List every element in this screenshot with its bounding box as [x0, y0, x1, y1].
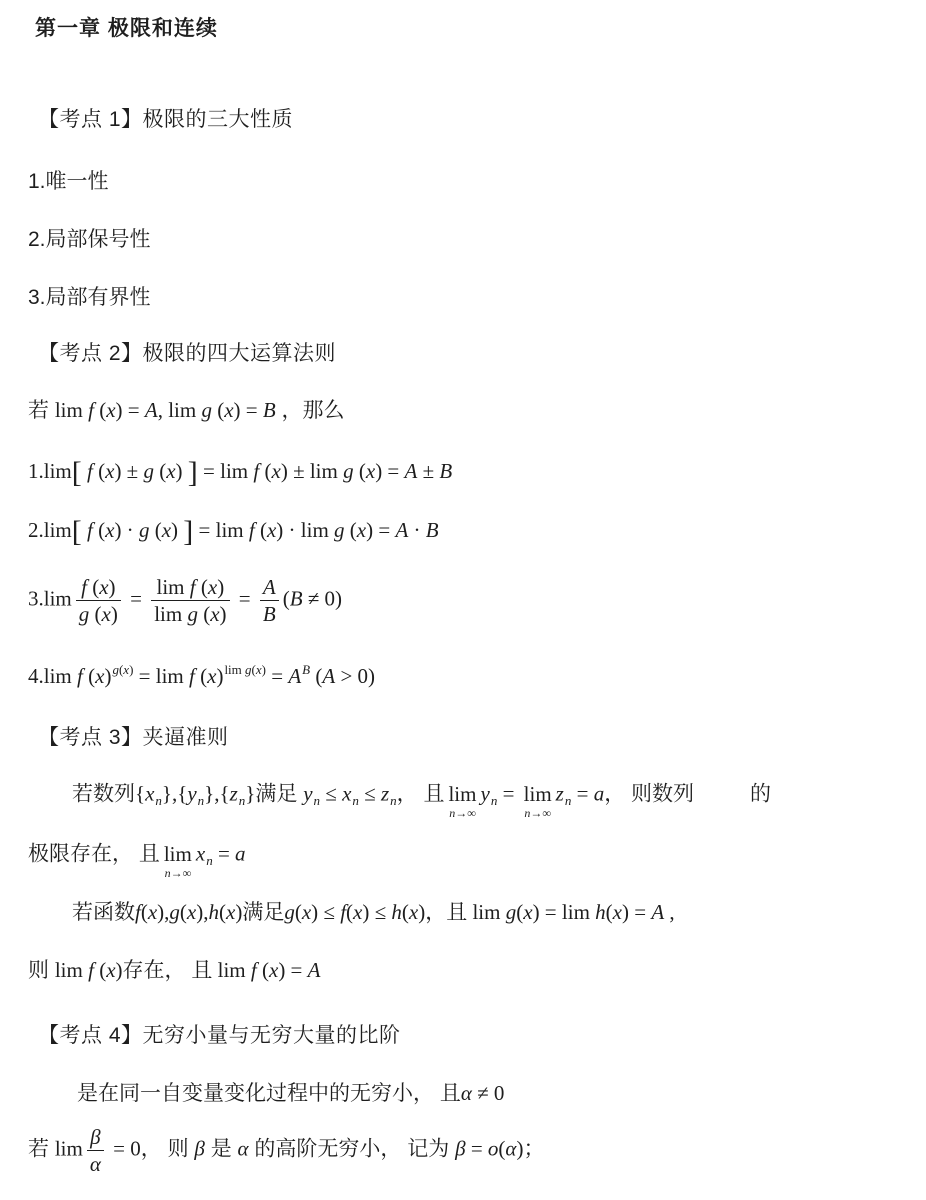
squeeze-seq-line2: 极限存在， 且 lim n→∞ $x_n = a$: [28, 841, 246, 880]
math-italic: x: [195, 841, 206, 866]
text-run: 满足: [255, 782, 304, 806]
text-run: 第一章 极限和连续: [35, 17, 218, 40]
math-italic: f: [135, 900, 141, 924]
math-italic: a: [593, 781, 605, 806]
math-italic: x: [353, 900, 363, 924]
limit-with-underscript: [524, 784, 552, 819]
math-italic: n: [564, 793, 572, 809]
math-italic: y: [480, 781, 490, 806]
text-run: 则: [28, 959, 55, 982]
property-2: [28, 226, 151, 254]
math-italic: A: [404, 459, 418, 483]
text-run: 【考点 3】夹逼准则: [38, 726, 229, 749]
math-italic: y: [187, 781, 197, 806]
text-run: ，那么: [275, 399, 345, 422]
text-run: ， 且: [396, 782, 445, 806]
infinitesimal-line2: 若 lim $\frac{\beta}{\alpha}$ = 0， 则 β 是 α 的高阶无穷小， 记为 β = o(α)；: [28, 1125, 545, 1177]
math-italic: g: [187, 602, 198, 627]
math-italic: n: [206, 853, 213, 869]
math-italic: x: [106, 398, 116, 422]
math-italic: A: [395, 518, 409, 542]
superscript: [302, 662, 310, 677]
limit-word: lim: [448, 782, 477, 806]
math-italic: x: [342, 781, 352, 806]
math-italic: x: [266, 518, 277, 542]
math-italic: x: [226, 900, 236, 924]
math-italic: f: [340, 900, 347, 924]
text-run: 1.唯一性: [28, 170, 109, 193]
math-italic: x: [356, 518, 367, 542]
property-1: [28, 168, 109, 196]
math-italic: f: [88, 398, 94, 422]
math-italic: f: [189, 575, 196, 599]
math-italic: n: [238, 793, 246, 809]
text-run: ， 则: [140, 1137, 195, 1161]
kp3-heading: [38, 724, 229, 752]
math-italic: a: [235, 841, 246, 866]
text-run: 2.局部保号性: [28, 228, 151, 251]
math-italic: n: [155, 793, 162, 809]
math-italic: x: [612, 900, 622, 924]
text-run: 若函数: [72, 901, 135, 924]
denominator: [260, 600, 279, 627]
math-italic: B: [302, 662, 311, 677]
math-italic: x: [123, 662, 130, 677]
math-italic: z: [555, 781, 564, 806]
text-run: 存在， 且: [122, 959, 213, 982]
math-italic: x: [255, 662, 262, 677]
big-bracket: [: [71, 456, 82, 489]
math-italic: x: [207, 575, 218, 599]
text-run: 若: [28, 1137, 55, 1161]
kp2-heading: [38, 340, 336, 368]
fraction: [76, 574, 121, 628]
big-bracket: ]: [187, 456, 198, 489]
math-italic: x: [101, 602, 111, 627]
math-italic: α: [89, 1152, 101, 1177]
math-italic: g: [343, 459, 354, 483]
superscript: g(x): [112, 662, 134, 677]
denominator: g (x): [76, 600, 121, 627]
math-italic: n: [313, 793, 321, 809]
limit-with-underscript: [448, 784, 476, 819]
text-run: 3.局部有界性: [28, 286, 151, 309]
math-italic: h: [595, 900, 606, 924]
math-italic: g: [169, 900, 180, 924]
math-italic: o: [487, 1136, 499, 1161]
math-italic: f: [87, 518, 93, 542]
math-italic: x: [105, 459, 115, 483]
math-italic: x: [523, 900, 533, 924]
math-italic: β: [194, 1136, 205, 1161]
denominator: lim g (x): [151, 600, 229, 627]
limit-word: lim: [163, 842, 192, 866]
text-run: 是在同一自变量变化过程中的无穷小， 且: [77, 1082, 461, 1105]
rule-2: 2.lim[ f (x) · g (x) ] = lim f (x) · lim g (x) = A · B: [28, 515, 439, 548]
math-italic: x: [105, 518, 115, 542]
math-italic: g: [334, 518, 345, 542]
text-run: 是: [204, 1137, 238, 1161]
math-italic: g: [138, 518, 150, 542]
math-italic: A: [262, 575, 276, 599]
math-italic: B: [425, 518, 439, 542]
math-italic: y: [303, 781, 313, 806]
text-run: 的: [750, 782, 772, 806]
big-bracket: ]: [183, 515, 194, 548]
rule-3: 3.lim $\frac{f (x)}{g (x)}$ = $\frac{\text{lim f (x)}}{\text{lim g (x)}}$ = $\frac{A}{B}$ (B ≠ 0): [28, 575, 343, 627]
math-italic: x: [268, 958, 279, 982]
math-italic: B: [262, 398, 276, 422]
math-italic: α: [460, 1081, 472, 1105]
text-run: ， 则数列: [604, 782, 695, 806]
math-italic: g: [143, 459, 154, 483]
math-italic: f: [77, 664, 83, 688]
math-italic: α: [237, 1136, 249, 1161]
squeeze-func-line2: 则 lim f (x)存在， 且 lim f (x) = A: [28, 958, 321, 982]
math-italic: f: [81, 575, 87, 599]
fraction: [151, 574, 229, 628]
math-italic: A: [144, 398, 158, 422]
math-italic: z: [229, 781, 238, 806]
limit-with-underscript: [164, 844, 192, 879]
math-italic: A: [322, 664, 336, 688]
math-italic: h: [208, 900, 219, 924]
math-italic: f: [87, 459, 93, 483]
math-italic: n: [490, 793, 498, 809]
text-run: 【考点 1】极限的三大性质: [38, 108, 294, 131]
superscript: lim g(x): [224, 662, 266, 677]
math-italic: β: [455, 1136, 466, 1161]
math-italic: B: [262, 602, 276, 627]
limit-word: lim: [523, 782, 552, 806]
math-italic: x: [106, 958, 116, 982]
math-italic: x: [210, 602, 220, 627]
text-run: 【考点 2】极限的四大运算法则: [38, 342, 337, 365]
text-run: 【考点 4】无穷小量与无穷大量的比阶: [38, 1024, 401, 1047]
chapter-title: [35, 12, 218, 44]
kp1-heading: [38, 106, 293, 134]
math-italic: x: [224, 398, 234, 422]
text-run: ，且: [425, 901, 468, 924]
math-italic: n: [352, 793, 359, 809]
math-italic: A: [307, 958, 321, 982]
math-italic: g: [78, 602, 90, 627]
rule-4: 4.lim f $(x)^{g(x)} = \lim f$ $(x)^{lim g(x)} = A^B$ (A > 0): [28, 662, 376, 688]
fraction: [260, 574, 279, 628]
text-run: 若: [28, 399, 55, 422]
math-italic: f: [250, 958, 257, 982]
text-run: 若数列: [72, 782, 135, 806]
numerator: [260, 574, 279, 600]
fraction: [87, 1124, 104, 1178]
math-italic: x: [161, 518, 172, 542]
math-italic: x: [365, 459, 376, 483]
math-italic: B: [289, 586, 303, 611]
math-italic: x: [186, 900, 197, 924]
limit-premise: 若 lim f (x) = A, lim g (x) = B ，那么: [28, 398, 345, 422]
math-italic: x: [408, 900, 419, 924]
math-italic: A: [288, 664, 302, 688]
denominator: [87, 1150, 104, 1177]
math-italic: x: [301, 900, 312, 924]
math-italic: g: [201, 398, 212, 422]
numerator: f (x): [81, 575, 116, 599]
math-italic: g: [505, 900, 517, 924]
limit-underscript: n→∞: [449, 806, 476, 820]
math-italic: f: [248, 518, 255, 542]
math-italic: A: [651, 900, 665, 924]
text-run: ；: [523, 1137, 545, 1161]
text-run: 满足: [242, 901, 285, 924]
math-italic: B: [439, 459, 453, 483]
text-run: 的高阶无穷小， 记为: [248, 1137, 456, 1161]
math-italic: g: [245, 662, 252, 677]
math-italic: β: [90, 1125, 101, 1149]
math-italic: α: [505, 1136, 517, 1161]
math-italic: x: [99, 575, 109, 599]
rule-1: 1.lim[ f (x) ± g (x) ] = lim f (x) ± lim g (x) = A ± B: [28, 456, 453, 489]
math-italic: f: [88, 958, 94, 982]
math-italic: n: [390, 793, 397, 809]
text-run: 极限存在， 且: [28, 842, 160, 866]
math-italic: g: [112, 662, 119, 677]
math-italic: x: [147, 900, 158, 924]
squeeze-seq-line1: 若数列$\{x_n\},\{y_n\},\{z_n\}$满足 $y_n \le x_n \le z_n$， 且 lim n→∞ $y_n$ = lim n→∞ $z_n = a$， 则数列 的: [72, 781, 772, 820]
math-italic: z: [380, 781, 390, 806]
numerator: lim f (x): [156, 575, 225, 599]
property-3: [28, 284, 151, 312]
math-italic: x: [271, 459, 281, 483]
limit-underscript: n→∞: [524, 806, 551, 820]
kp4-heading: [38, 1022, 401, 1050]
numerator: [87, 1124, 104, 1150]
math-italic: x: [207, 664, 217, 688]
infinitesimal-line1: 是在同一自变量变化过程中的无穷小， 且α ≠ 0: [77, 1081, 505, 1105]
squeeze-func-line1: 若函数f(x),g(x),h(x)满足g(x) ≤ f(x) ≤ h(x)，且 lim g(x) = lim h(x) = A ,: [72, 900, 675, 924]
big-bracket: [: [71, 515, 82, 548]
math-italic: f: [189, 664, 195, 688]
math-italic: x: [145, 781, 155, 806]
math-italic: f: [253, 459, 260, 483]
math-italic: g: [284, 900, 295, 924]
limit-underscript: n→∞: [164, 866, 192, 880]
math-italic: x: [166, 459, 176, 483]
math-italic: x: [95, 664, 105, 688]
math-italic: h: [391, 900, 402, 924]
math-italic: n: [197, 793, 205, 809]
